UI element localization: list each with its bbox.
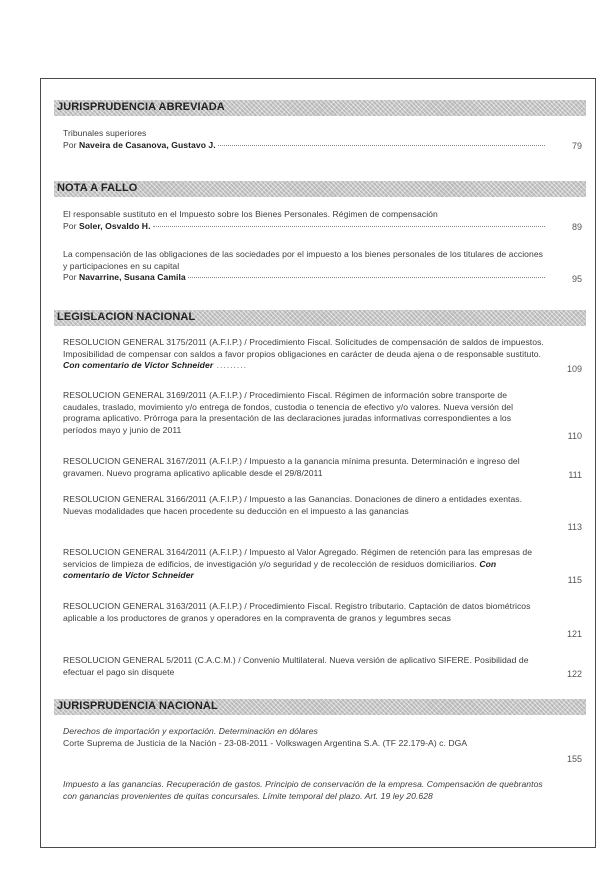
section-header-legislacion-nacional: [54, 310, 586, 326]
toc-entry[interactable]: [63, 726, 545, 749]
page-number: 115: [567, 575, 582, 585]
toc-entry[interactable]: [63, 547, 545, 582]
toc-entry[interactable]: [63, 456, 545, 479]
toc-entry[interactable]: [63, 779, 545, 802]
section-title: JURISPRUDENCIA NACIONAL: [57, 700, 218, 712]
page-number: 121: [566, 629, 582, 639]
entry-author: Naveira de Casanova, Gustavo J.: [78, 139, 216, 150]
entry-text: RESOLUCION GENERAL 3164/2011 (A.F.I.P.) / Impuesto al Valor Agregado. Régimen de retención para las empresas de servicios de limpieza de edificios, de investigación y/o seguridad y de recolección de residuos domiciliarios.: [63, 547, 533, 569]
section-header-nota-a-fallo: [54, 181, 586, 197]
toc-entry[interactable]: [63, 655, 545, 678]
section-title: LEGISLACION NACIONAL: [57, 311, 196, 323]
entry-text: Corte Suprema de Justicia de la Nación - 23-08-2011 - Volkswagen Argentina S.A. (TF 22.179-A) c. DGA: [63, 737, 468, 748]
toc-entry[interactable]: [63, 249, 545, 284]
leader-dots: [218, 144, 545, 146]
entry-subject: El responsable sustituto en el Impuesto sobre los Bienes Personales. Régimen de compensación: [63, 209, 438, 219]
entry-text: RESOLUCION GENERAL 3169/2011 (A.F.I.P.) / Procedimiento Fiscal. Régimen de información sobre transporte de caudales, traslado, movimiento y/o entrega de fondos, custodia o tenencia de efectivo y/o valores. Nueva versión del programa aplicativo. Prórroga para la presentación de las declaraciones juradas informativas correspondientes a los períodos mayo y junio de 2011: [63, 390, 514, 435]
page-number: 122: [566, 669, 582, 679]
toc-entry[interactable]: [63, 601, 545, 624]
page-number: 110: [567, 431, 582, 441]
author-prefix: Por: [63, 139, 79, 150]
entry-text: RESOLUCION GENERAL 3167/2011 (A.F.I.P.) / Impuesto a la ganancia mínima presunta. Determinación e ingreso del gravamen. Nuevo programa aplicativo aplicable desde el 29/8/2011: [63, 456, 520, 478]
entry-text: RESOLUCION GENERAL 3175/2011 (A.F.I.P.) / Procedimiento Fiscal. Solicitudes de compensación de saldos de impuestos. Imposibilidad de compensar con saldos a favor propios obligaciones en carácter de deuda ajena o de responsable sustituto.: [63, 337, 544, 359]
toc-entry[interactable]: [63, 390, 545, 436]
entry-comment: Con comentario de Víctor Schneider: [63, 558, 497, 581]
entry-text: RESOLUCION GENERAL 3166/2011 (A.F.I.P.) / Impuesto a las Ganancias. Donaciones de dinero a entidades exentas. Nuevas modalidades que hacen procedente su deducción en el impuesto a las ganancias: [63, 494, 523, 516]
author-prefix: Por: [63, 220, 79, 231]
author-prefix: Por: [63, 272, 79, 283]
leader-dots: [188, 276, 545, 278]
page-number: 79: [571, 141, 582, 151]
toc-entry[interactable]: [63, 128, 545, 151]
entry-subject: La compensación de las obligaciones de las sociedades por el impuesto a los bienes personales de los titulares de acciones y participaciones en su capital: [63, 249, 544, 271]
entry-subject: Tribunales superiores: [63, 128, 147, 138]
toc-entry[interactable]: [63, 337, 545, 372]
section-title: JURISPRUDENCIA ABREVIADA: [57, 101, 225, 113]
entry-author: Soler, Osvaldo H.: [78, 220, 151, 231]
page-number: 155: [566, 754, 582, 764]
leader-dots: .........: [213, 360, 248, 371]
section-header-jurisprudencia-nacional: [54, 699, 586, 715]
entry-subject: Derechos de importación y exportación. Determinación en dólares: [63, 726, 318, 736]
leader-dots: [153, 225, 545, 227]
page-number: 89: [571, 222, 582, 232]
toc-entry[interactable]: [63, 494, 545, 517]
entry-text: RESOLUCION GENERAL 5/2011 (C.A.C.M.) / Convenio Multilateral. Nueva versión de aplicativo SIFERE. Posibilidad de efectuar el pago sin disquete: [63, 655, 529, 677]
page-number: 111: [568, 470, 582, 480]
entry-author: Navarrine, Susana Camila: [78, 272, 186, 283]
toc-entry[interactable]: [63, 209, 545, 232]
page-number: 109: [566, 364, 582, 374]
page-number: 95: [571, 274, 582, 284]
entry-comment: Con comentario de Víctor Schneider: [63, 360, 214, 371]
section-header-jurisprudencia-abreviada: [54, 100, 586, 116]
section-title: NOTA A FALLO: [57, 182, 138, 194]
page-number: 113: [567, 522, 582, 532]
entry-subject: Impuesto a las ganancias. Recuperación de gastos. Principio de conservación de la empresa. Compensación de quebrantos con ganancias provenientes de quitas concursales. Límite temporal del plazo. Art. 19 ley 20.628: [63, 779, 543, 801]
entry-text: RESOLUCION GENERAL 3163/2011 (A.F.I.P.) / Procedimiento Fiscal. Registro tributario. Captación de datos biométricos aplicable a los productores de granos y operadores en la compraventa de granos y legumbres secas: [63, 601, 531, 623]
